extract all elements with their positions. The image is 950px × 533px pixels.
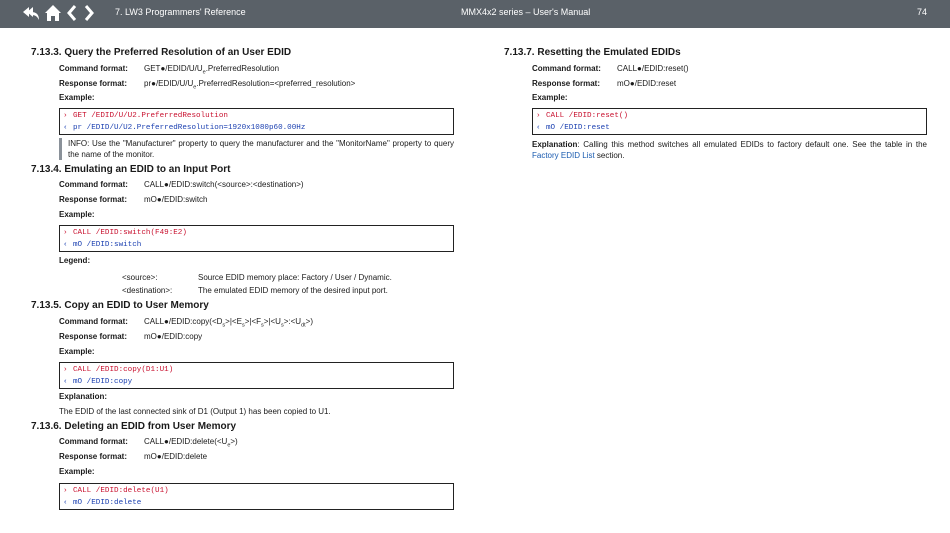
- example-label: Example:: [59, 93, 95, 102]
- example-code-box: [532, 108, 927, 135]
- legend-description: Source EDID memory place: Factory / User / Dynamic.: [198, 273, 392, 282]
- legend-label: Legend:: [59, 256, 91, 265]
- next-page-icon[interactable]: [83, 4, 95, 22]
- code-line-out: ‹ mO /EDID:switch: [63, 241, 142, 249]
- command-format-label: Command format:: [59, 180, 128, 189]
- legend-term: <source>:: [122, 273, 158, 282]
- section-7-13-7-heading: 7.13.7. Resetting the Emulated EDIDs: [504, 47, 681, 58]
- manual-title: MMX4x2 series – User's Manual: [461, 7, 591, 17]
- response-format-value: mO●/EDID:copy: [144, 332, 203, 341]
- chapter-title: 7. LW3 Programmers' Reference: [115, 7, 246, 17]
- example-label: Example:: [532, 93, 568, 102]
- command-format-value: $CALL●/EDID:copy(<D_s>|<E_s>|<F_s>|<U_s>:<U_{dt}>)$: [144, 317, 313, 329]
- code-line-out: ‹ mO /EDID:reset: [536, 124, 610, 132]
- response-format-value: $pr●/EDID/U/U_e.PreferredResolution=<preferred\_resolution>$: [144, 79, 356, 91]
- explanation-label: Explanation: [532, 140, 578, 149]
- legend-description: The emulated EDID memory of the desired input port.: [198, 286, 388, 295]
- page-number: 74: [917, 7, 928, 17]
- factory-edid-list-link[interactable]: Factory EDID List: [532, 151, 595, 160]
- command-format-label: Command format:: [532, 64, 601, 73]
- example-label: Example:: [59, 467, 95, 476]
- response-format-label: Response format:: [59, 79, 128, 88]
- example-code-box: [59, 225, 454, 252]
- response-format-label: Response format:: [532, 79, 601, 88]
- explanation-text: The EDID of the last connected sink of D1 (Output 1) has been copied to U1.: [59, 407, 331, 416]
- command-format-value: CALL●/EDID:switch(<source>:<destination>): [144, 180, 304, 189]
- code-line-in: › GET /EDID/U/U2.PreferredResolution: [63, 112, 228, 120]
- response-format-label: Response format:: [59, 195, 128, 204]
- response-format-label: Response format:: [59, 452, 128, 461]
- command-format-value: $GET●/EDID/U/U_e.PreferredResolution$: [144, 64, 280, 76]
- section-7-13-4-heading: 7.13.4. Emulating an EDID to an Input Port: [31, 164, 231, 175]
- command-format-value: $CALL●/EDID:delete(<U_e>)$: [144, 437, 238, 449]
- example-label: Example:: [59, 347, 95, 356]
- previous-page-icon[interactable]: [66, 4, 78, 22]
- code-line-in: › CALL /EDID:switch(F49:E2): [63, 229, 187, 237]
- response-format-value: mO●/EDID:switch: [144, 195, 208, 204]
- response-format-value: mO●/EDID:reset: [617, 79, 677, 88]
- example-code-box: [59, 362, 454, 389]
- legend-term: <destination>:: [122, 286, 173, 295]
- code-line-in: › CALL /EDID:delete(U1): [63, 487, 169, 495]
- header-bar: [0, 0, 950, 28]
- back-icon[interactable]: [22, 4, 40, 22]
- command-format-label: Command format:: [59, 317, 128, 326]
- example-code-box: [59, 108, 454, 135]
- section-7-13-3-heading: 7.13.3. Query the Preferred Resolution of an User EDID: [31, 47, 292, 58]
- info-note: INFO: Use the "Manufacturer" property to query the manufacturer and the "MonitorName" property to query the name of the monitor.: [59, 138, 454, 160]
- code-line-in: › CALL /EDID:copy(D1:U1): [63, 366, 174, 374]
- response-format-value: mO●/EDID:delete: [144, 452, 208, 461]
- command-format-label: Command format:: [59, 64, 128, 73]
- command-format-label: Command format:: [59, 437, 128, 446]
- explanation-paragraph: Explanation: Calling this method switches all emulated EDIDs to factory default one. See the table in the Factory EDID List section.: [532, 140, 927, 160]
- command-format-value: CALL●/EDID:reset(): [617, 64, 689, 73]
- section-7-13-6-heading: 7.13.6. Deleting an EDID from User Memory: [31, 421, 237, 432]
- section-7-13-5-heading: 7.13.5. Copy an EDID to User Memory: [31, 300, 209, 311]
- home-icon[interactable]: [44, 4, 62, 22]
- response-format-label: Response format:: [59, 332, 128, 341]
- code-line-out: ‹ mO /EDID:delete: [63, 499, 142, 507]
- explanation-label: Explanation:: [59, 392, 108, 401]
- code-line-out: ‹ pr /EDID/U/U2.PreferredResolution=1920x1080p60.00Hz: [63, 124, 306, 132]
- code-line-in: › CALL /EDID:reset(): [536, 112, 629, 120]
- example-label: Example:: [59, 210, 95, 219]
- example-code-box: [59, 483, 454, 510]
- code-line-out: ‹ mO /EDID:copy: [63, 378, 133, 386]
